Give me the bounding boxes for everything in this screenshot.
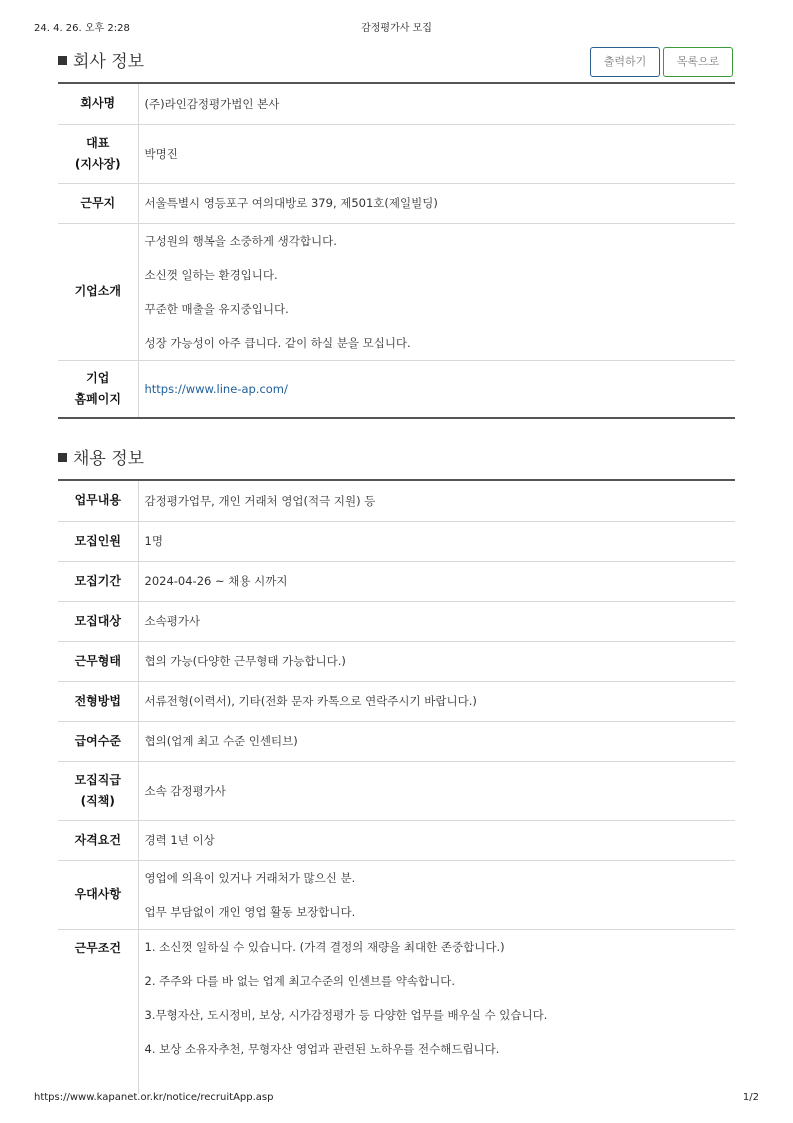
table-row [58, 681, 735, 721]
table-row [58, 929, 735, 1094]
row-label-line: (지사장) [74, 156, 121, 171]
recruit-section-title-text: 채용 정보 [73, 449, 145, 469]
print-url: https://www.kapanet.or.kr/notice/recruitApp.asp [34, 1092, 274, 1103]
text-line: 3.무형자산, 도시정비, 보상, 시가감정평가 등 다양한 업무를 배우실 수 있습니다. [144, 1007, 548, 1022]
page-number: 1/2 [742, 1092, 759, 1103]
table-row [58, 721, 735, 761]
row-label-line: 홈페이지 [74, 391, 121, 406]
homepage-link[interactable]: https://www.line-ap.com/ [144, 381, 288, 396]
position-value: 소속 감정평가사 [138, 761, 735, 820]
row-label [58, 360, 138, 418]
text-line: 성장 가능성이 아주 큽니다. 같이 하실 분을 모십니다. [144, 335, 411, 350]
row-label: 급여수준 [58, 721, 138, 761]
text-line: 2. 주주와 다를 바 없는 업계 최고수준의 인센브를 약속합니다. [144, 973, 455, 988]
row-label [58, 124, 138, 183]
print-button[interactable]: 출력하기 [590, 47, 660, 77]
row-label: 기업소개 [58, 223, 138, 360]
ceo-value: 박명진 [138, 124, 735, 183]
row-label-line: 모집직급 [74, 772, 121, 787]
square-bullet-icon [58, 453, 67, 462]
company-info-table [58, 82, 735, 419]
row-label-line: (직책) [80, 793, 115, 808]
table-row [58, 820, 735, 860]
row-label [58, 761, 138, 820]
row-label: 근무조건 [58, 929, 138, 1094]
company-intro-value [138, 223, 735, 360]
square-bullet-icon [58, 56, 67, 65]
row-label-line: 기업 [86, 370, 110, 385]
job-description-value: 감정평가업무, 개인 거래처 영업(적극 지원) 등 [138, 480, 735, 521]
row-label: 우대사항 [58, 860, 138, 929]
text-line: 업무 부담없이 개인 영업 활동 보장합니다. [144, 904, 356, 919]
table-row [58, 860, 735, 929]
row-label: 전형방법 [58, 681, 138, 721]
work-type-value: 협의 가능(다양한 근무형태 가능합니다.) [138, 641, 735, 681]
headcount-value: 1명 [138, 521, 735, 561]
table-row [58, 183, 735, 223]
company-section-title-text: 회사 정보 [73, 52, 145, 72]
table-row [58, 601, 735, 641]
company-section-title [58, 47, 144, 72]
text-line: 꾸준한 매출을 유지중입니다. [144, 301, 289, 316]
period-value: 2024-04-26 ~ 채용 시까지 [138, 561, 735, 601]
table-row [58, 83, 735, 124]
text-line: 영업에 의욕이 있거나 거래처가 많으신 분. [144, 870, 356, 885]
row-label: 업무내용 [58, 480, 138, 521]
qualification-value: 경력 1년 이상 [138, 820, 735, 860]
print-datetime: 24. 4. 26. 오후 2:28 [34, 23, 130, 34]
work-conditions-value [138, 929, 735, 1094]
print-doc-title: 감정평가사 모집 [361, 23, 432, 34]
row-label: 모집인원 [58, 521, 138, 561]
table-row [58, 761, 735, 820]
row-label: 자격요건 [58, 820, 138, 860]
row-label-line: 대표 [86, 135, 110, 150]
back-to-list-button[interactable]: 목록으로 [663, 47, 733, 77]
table-row [58, 360, 735, 418]
row-label: 모집기간 [58, 561, 138, 601]
row-label: 근무지 [58, 183, 138, 223]
table-row [58, 223, 735, 360]
text-line: 1. 소신껏 일하실 수 있습니다. (가격 결정의 재량을 최대한 존중합니다.) [144, 939, 505, 954]
print-footer [34, 1092, 759, 1106]
text-line: 구성원의 행복을 소중하게 생각합니다. [144, 233, 337, 248]
recruit-info-table [58, 479, 735, 1094]
table-row [58, 561, 735, 601]
row-label: 근무형태 [58, 641, 138, 681]
preference-value [138, 860, 735, 929]
print-header [34, 19, 759, 35]
text-line: 소신껏 일하는 환경입니다. [144, 267, 278, 282]
workplace-value: 서울특별시 영등포구 여의대방로 379, 제501호(제일빌딩) [138, 183, 735, 223]
target-value: 소속평가사 [138, 601, 735, 641]
company-name-value: (주)라인감정평가법인 본사 [138, 83, 735, 124]
selection-method-value: 서류전형(이력서), 기타(전화 문자 카톡으로 연락주시기 바랍니다.) [138, 681, 735, 721]
row-label: 회사명 [58, 83, 138, 124]
homepage-cell [138, 360, 735, 418]
table-row [58, 124, 735, 183]
recruit-section-title [58, 444, 144, 469]
table-row [58, 480, 735, 521]
row-label: 모집대상 [58, 601, 138, 641]
table-row [58, 521, 735, 561]
table-row [58, 641, 735, 681]
salary-value: 협의(업계 최고 수준 인센티브) [138, 721, 735, 761]
text-line: 4. 보상 소유자추천, 무형자산 영업과 관련된 노하우를 전수해드립니다. [144, 1041, 500, 1056]
